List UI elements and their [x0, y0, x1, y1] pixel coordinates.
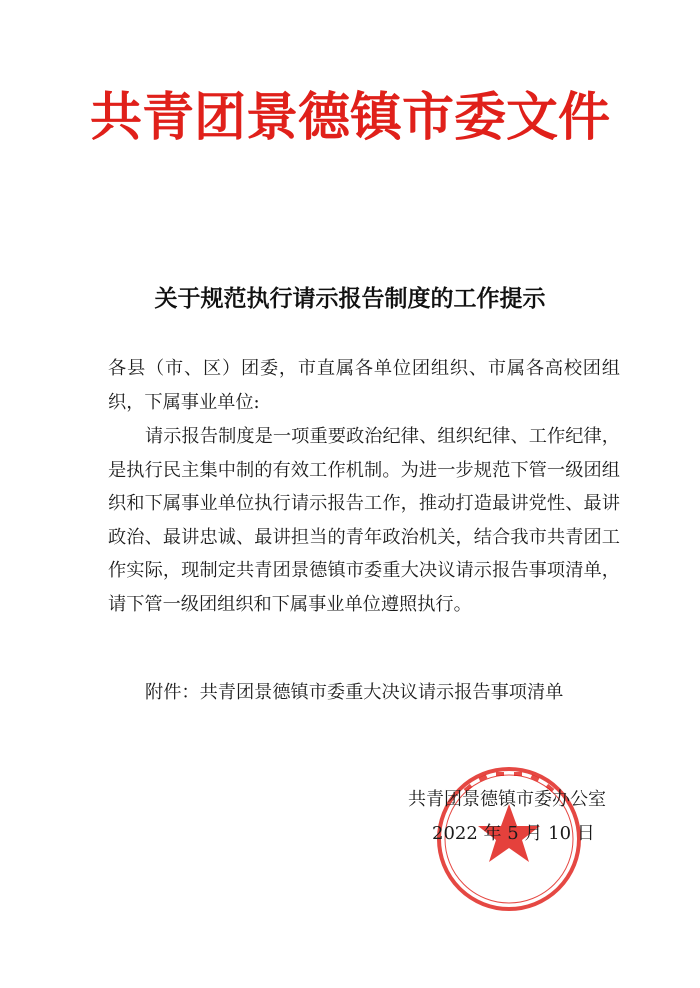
- document-title: 关于规范执行请示报告制度的工作提示: [154, 286, 546, 312]
- addressee-line: 各县（市、区）团委，市直属各单位团组织、市属各高校团组织，下属事业单位:: [108, 358, 620, 413]
- signature-organization: 共青团景德镇市委办公室: [408, 789, 606, 810]
- document-header-title: 共青团景德镇市委文件: [89, 88, 610, 148]
- body-paragraph: 请示报告制度是一项重要政治纪律、组织纪律、工作纪律，是执行民主集中制的有效工作机制。为进一步规范下管一级团组织和下属事业单位执行请示报告工作，推动打造最讲党性、最讲政治、最讲忠诚、最讲担当的青年政治机关，结合我市共青团工作实际，现制定共青团景德镇市委重大决议请示报告事项清单，请下管一级团组织和下属事业单位遵照执行。: [108, 426, 620, 615]
- attachment-line: 附件：共青团景德镇市委重大决议请示报告事项清单: [145, 682, 564, 703]
- signature-date: 2022 年 5 月 10 日: [432, 823, 595, 844]
